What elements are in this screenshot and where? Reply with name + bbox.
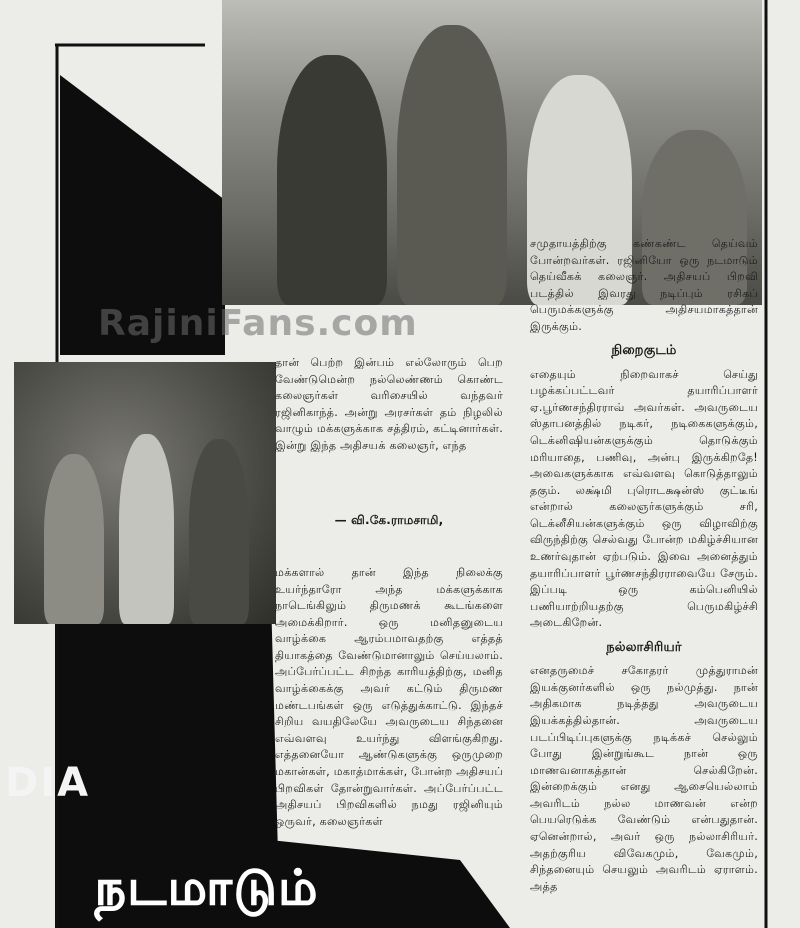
figure-1 bbox=[277, 55, 387, 305]
subheading-nallasiriyar: நல்லாசிரியர் bbox=[606, 639, 682, 655]
right-top-text: சமுதாயத்திற்கு கண்கண்ட தெய்வம் போன்றவர்கள். ரஜினியோ ஒரு நடமாடும் தெய்வீகக் கலைஞர். அதிசயப் பிறவி படத்தில் இவரது நடிப்பும் ரசிகப் பெருமக்களுக்கு அதிசயமாகத்தான் இருக்கும். bbox=[530, 237, 758, 333]
right-column bbox=[530, 236, 758, 895]
left-photo bbox=[14, 362, 276, 624]
figure-left-3 bbox=[189, 439, 249, 624]
right-bottom-text: எனதருமைச் சகோதரர் முத்துராமன் இயக்குனர்களில் ஒரு நல்முத்து. நான் அதிகமாக நடித்தது அவருடைய இயக்கத்தில்தான். அவருடைய படப்பிடிப்புகளுக்கு நடிக்கச் செல்லும் போது இன்றுங்கூட நான் ஒரு மாணவனாகத்தான் செல்கிறேன். இன்றைக்கும் எனது ஆசையெல்லாம் அவரிடம் நல்ல மாணவன் என்ற பெயரெடுக்க வேண்டும் என்பதுதான். ஏனென்றால், அவர் ஒரு நல்லாசிரியர். அதற்குரிய விவேகமும், வேகமும், சிந்தனையும் செயலும் அவரிடம் ஏராளம். அத்த bbox=[530, 664, 758, 893]
right-mid-text: எதையும் நிறைவாகச் செய்து பழக்கப்பட்டவர் தயாரிப்பாளர் ஏ.பூர்ணசந்திரராவ் அவர்கள். அவருடைய ஸ்தாபனத்தில் நடிகர், நடிகைகளுக்கும், டெக்னிஷியன்களுக்கும் தொடுக்கும் மரியாதை, பணிவு, அன்பு இருக்கிறதே! அவைகளுக்காக எவ்வளவு கொடுத்தாலும் தகும். லக்ஷ்மி புரொடக்ஷன்ஸ் குட்டீங் என்றால் கலைஞர்களுக்கும் சரி, டெக்னீசியன்களுக்கும் ஒரு விழாவிற்கு விருந்திற்கு செல்வது போன்ற மகிழ்ச்சியான உணர்வுதான் ஏற்படும். இவை அனைத்தும் தயாரிப்பாளர் பூர்ணசந்திரராவையே சேரும். இப்படி ஒரு கம்பெனியில் பணியாற்றியதற்கு பெருமகிழ்ச்சி அடைகிறேன். bbox=[530, 367, 758, 630]
side-text: DIA bbox=[5, 760, 91, 806]
byline: — வி.கே.ராமசாமி, bbox=[334, 513, 444, 527]
intro-text: தான் பெற்ற இன்பம் எல்லோரும் பெற வேண்டுமென்ற நல்லெண்ணம் கொண்ட கலைஞர்கள் வரிசையில் வந்தவர் ரஜினிகாந்த். அன்று அரசர்கள் தம் நிழலில் வாழும் மக்களுக்காக சத்திரம், கட்டினார்கள். இன்று இந்த அதிசயக் கலைஞர், எந்த bbox=[275, 356, 503, 452]
figure-2 bbox=[397, 25, 507, 305]
middle-body-text: மக்களால் தான் இந்த நிலைக்கு உயர்ந்தாரோ அந்த மக்களுக்காக நாடெங்கிலும் திருமணக் கூடங்களை அமைக்கிறார். ஒரு மனிதனுடைய வாழ்க்கை ஆரம்பமாவதற்கு எத்தத் தியாகத்தை வேண்டுமானாலும் செய்யலாம். அப்பேர்ப்பட்ட சிறந்த காரியத்திற்கு, மனித வாழ்க்கைக்கு அவர் கட்டும் திருமண மண்டபங்கள் ஒரு எடுத்துக்காட்டு. இந்தச் சிறிய வயதிலேயே அவருடைய சிந்தனை எவ்வளவு உயர்ந்து விளங்குகிறது. எத்தனையோ ஆண்டுகளுக்கு ஒருமுறை மகான்கள், மகாத்மாக்கள், போன்ற அதிசயப் பிறவிகள் தோன்றுவார்கள். அப்பேர்ப்பட்ட அதிசயப் பிறவிகளில் நமது ரஜினியும் ஒருவர், கலைஞர்கள் bbox=[275, 566, 503, 828]
figure-left-1 bbox=[44, 454, 104, 624]
figure-left-2 bbox=[119, 434, 174, 624]
intro-column bbox=[275, 355, 503, 454]
headline-title: நடமாடும் bbox=[95, 860, 320, 916]
middle-column bbox=[275, 565, 503, 830]
subheading-niraikudam: நிறைகுடம் bbox=[611, 343, 677, 359]
watermark: RajiniFans.com bbox=[98, 303, 418, 344]
